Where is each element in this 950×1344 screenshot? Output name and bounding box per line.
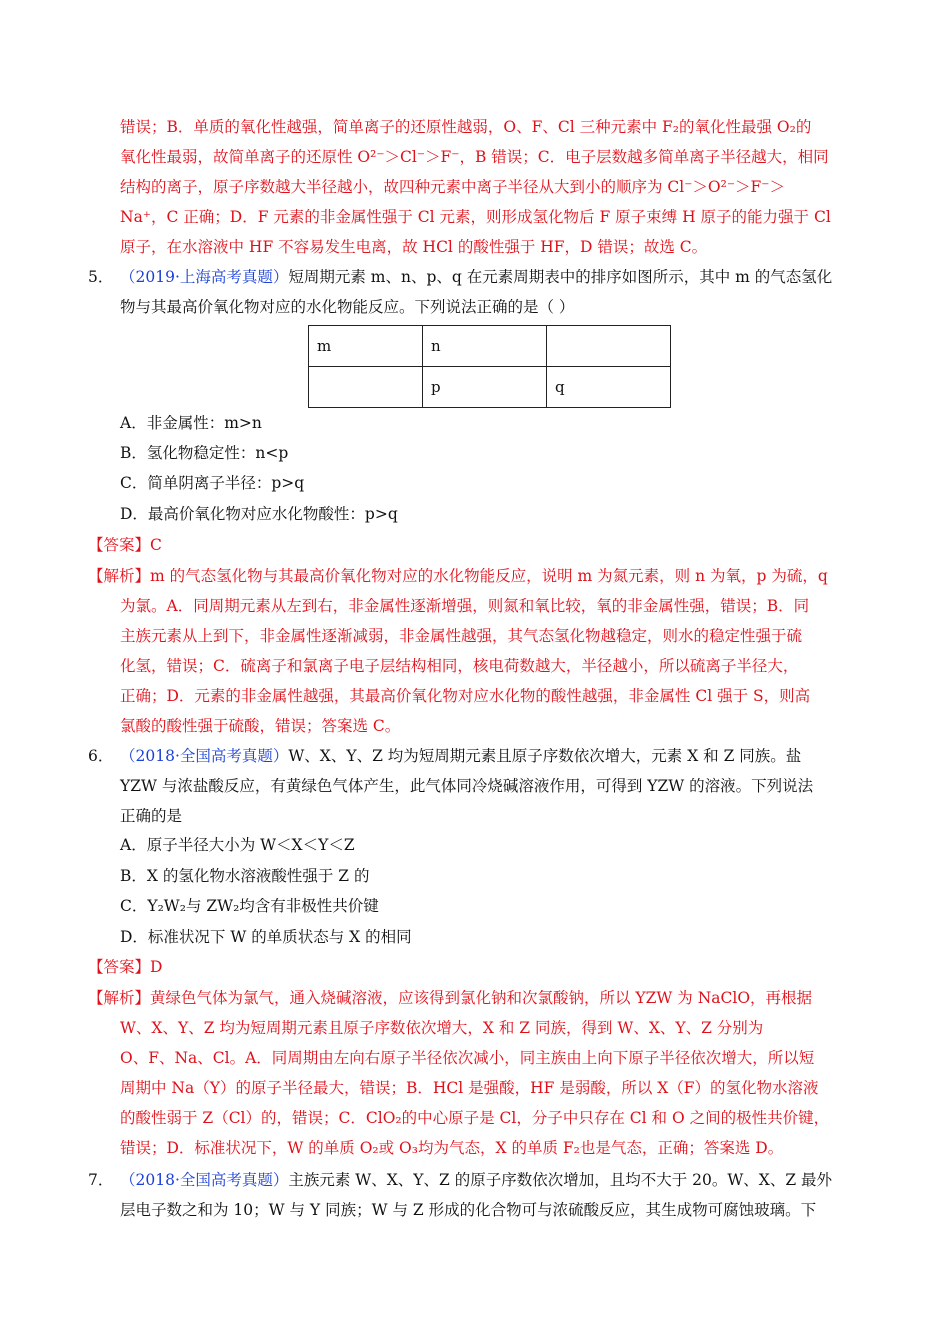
question-6-number: 6． bbox=[88, 747, 114, 765]
question-5-option-d: D．最高价氧化物对应水化物酸性：p>q bbox=[120, 505, 398, 523]
question-6-explanation-line-2: W、X、Y、Z 均为短周期元素且原子序数依次增大，X 和 Z 同族，得到 W、X、Y、Z 分别为 bbox=[120, 1019, 764, 1037]
question-6-option-a: A．原子半径大小为 W＜X＜Y＜Z bbox=[120, 836, 355, 854]
question-5-answer: 【答案】C bbox=[88, 536, 162, 554]
question-5-explanation-line-5: 正确；D．元素的非金属性越强，其最高价氧化物对应水化物的酸性越强，非金属性 Cl 强于 S，则高 bbox=[120, 687, 811, 705]
question-5-explanation-line-3: 主族元素从上到下，非金属性逐渐减弱，非金属性越强，其气态氢化物越稳定，则水的稳定性强于硫 bbox=[120, 627, 803, 645]
question-5-option-c: C．简单阴离子半径：p>q bbox=[120, 474, 305, 492]
table-cell-m: m bbox=[309, 326, 423, 367]
question-6-explanation-line-3: O、F、Na、Cl。A．同周期由左向右原子半径依次减小，同主族由上向下原子半径依次增大，所以短 bbox=[120, 1049, 815, 1067]
prev-explanation-line-2: 氧化性最弱，故简单离子的还原性 O²⁻＞Cl⁻＞F⁻，B 错误；C．电子层数越多简单离子半径越大，相同 bbox=[120, 148, 829, 166]
question-5-stem bbox=[120, 266, 832, 288]
question-5-explanation-line-6: 氯酸的酸性强于硫酸，错误；答案选 C。 bbox=[120, 717, 401, 735]
question-7-stem-line-1: 主族元素 W、X、Y、Z 的原子序数依次增加，且均不大于 20。W、X、Z 最外 bbox=[288, 1171, 833, 1189]
question-7-number: 7． bbox=[88, 1171, 114, 1189]
question-7-stem bbox=[120, 1169, 832, 1191]
table-cell-q: q bbox=[547, 367, 671, 408]
prev-explanation-line-4: Na⁺，C 正确；D．F 元素的非金属性强于 Cl 元素，则形成氢化物后 F 原子束缚 H 原子的能力强于 Cl bbox=[120, 208, 831, 226]
question-6-answer: 【答案】D bbox=[88, 958, 163, 976]
question-7-source: （2018·全国高考真题） bbox=[120, 1171, 289, 1189]
question-5-option-b: B．氢化物稳定性：n<p bbox=[120, 444, 289, 462]
table-cell-n: n bbox=[423, 326, 547, 367]
question-6-stem-line-2: YZW 与浓盐酸反应，有黄绿色气体产生，此气体同冷烧碱溶液作用，可得到 YZW 的溶液。下列说法 bbox=[120, 777, 814, 795]
question-6-option-d: D．标准状况下 W 的单质状态与 X 的相同 bbox=[120, 928, 412, 946]
question-5-number: 5． bbox=[88, 268, 114, 286]
question-6-stem-line-3: 正确的是 bbox=[120, 807, 183, 825]
question-7-stem-line-2: 层电子数之和为 10；W 与 Y 同族；W 与 Z 形成的化合物可与浓硫酸反应，其生成物可腐蚀玻璃。下 bbox=[120, 1201, 817, 1219]
question-6-explanation-line-4: 周期中 Na（Y）的原子半径最大，错误；B．HCl 是强酸，HF 是弱酸，所以 X（F）的氢化物水溶液 bbox=[120, 1079, 819, 1097]
question-6-explanation-line-6: 错误；D．标准状况下，W 的单质 O₂或 O₃均为气态，X 的单质 F₂也是气态，正确；答案选 D。 bbox=[120, 1139, 784, 1157]
question-6-source: （2018·全国高考真题） bbox=[120, 747, 289, 765]
question-5-explanation-line-1: 【解析】m 的气态氢化物与其最高价氧化物对应的水化物能反应，说明 m 为氮元素，则 n 为氧，p 为硫，q bbox=[88, 567, 828, 585]
question-6-option-c: C．Y₂W₂与 ZW₂均含有非极性共价键 bbox=[120, 897, 379, 915]
prev-explanation-line-3: 结构的离子，原子序数越大半径越小，故四种元素中离子半径从大到小的顺序为 Cl⁻＞O²⁻＞F⁻＞ bbox=[120, 178, 785, 196]
question-5-option-a: A．非金属性：m>n bbox=[120, 414, 262, 432]
prev-explanation-line-1: 错误；B．单质的氧化性越强，简单离子的还原性越弱，O、F、Cl 三种元素中 F₂的氧化性最强 O₂的 bbox=[120, 118, 812, 136]
question-6-explanation-line-1: 【解析】黄绿色气体为氯气，通入烧碱溶液，应该得到氯化钠和次氯酸钠，所以 YZW 为 NaClO，再根据 bbox=[88, 989, 813, 1007]
periodic-table-excerpt bbox=[308, 325, 671, 408]
table-cell-empty-2 bbox=[309, 367, 423, 408]
question-6-stem-line-1: W、X、Y、Z 均为短周期元素且原子序数依次增大，元素 X 和 Z 同族。盐 bbox=[288, 747, 802, 765]
question-5-stem-line-2: 物与其最高价氧化物对应的水化物能反应。下列说法正确的是（ ） bbox=[120, 298, 575, 316]
table-cell-p: p bbox=[423, 367, 547, 408]
question-6-stem bbox=[120, 745, 801, 767]
question-5-explanation-line-4: 化氢，错误；C．硫离子和氯离子电子层结构相同，核电荷数越大，半径越小，所以硫离子半径大， bbox=[120, 657, 799, 675]
question-5-source: （2019·上海高考真题） bbox=[120, 268, 289, 286]
table-cell-empty-1 bbox=[547, 326, 671, 367]
question-5-explanation-line-2: 为氯。A．同周期元素从左到右，非金属性逐渐增强，则氮和氧比较，氧的非金属性强，错误；B．同 bbox=[120, 597, 810, 615]
question-5-stem-line-1: 短周期元素 m、n、p、q 在元素周期表中的排序如图所示，其中 m 的气态氢化 bbox=[288, 268, 833, 286]
prev-explanation-line-5: 原子，在水溶液中 HF 不容易发生电离，故 HCl 的酸性强于 HF，D 错误；故选 C。 bbox=[120, 238, 708, 256]
question-6-explanation-line-5: 的酸性弱于 Z（Cl）的，错误；C．ClO₂的中心原子是 Cl，分子中只存在 Cl 和 O 之间的极性共价键， bbox=[120, 1109, 830, 1127]
question-6-option-b: B．X 的氢化物水溶液酸性强于 Z 的 bbox=[120, 867, 370, 885]
